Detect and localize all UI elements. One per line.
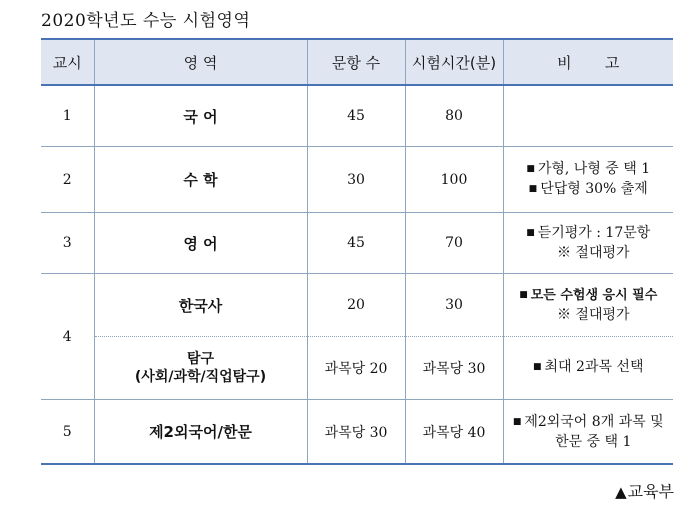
source-credit: [615, 479, 674, 502]
exam-table: [41, 38, 673, 465]
cell-area: 제2외국어/한문: [94, 400, 307, 465]
table-row: [41, 147, 673, 213]
note-line: ■ 듣기평가 : 17문항: [526, 225, 651, 241]
bullet-icon: ■: [526, 163, 535, 174]
bullet-icon: ■: [533, 362, 542, 372]
cell-area: 한국사: [94, 274, 307, 337]
header-notes: 비 고: [503, 39, 673, 85]
triangle-up-icon: ▲: [615, 483, 627, 501]
cell-notes: [503, 147, 673, 213]
cell-notes: [503, 337, 673, 400]
cell-items: 20: [307, 274, 405, 337]
cell-time: 30: [405, 274, 503, 337]
note-continuation: 한문 중 택 1: [555, 433, 632, 450]
cell-time: 100: [405, 147, 503, 213]
cell-time: 과목당 30: [405, 337, 503, 400]
cell-items: 과목당 20: [307, 337, 405, 400]
cell-notes: [503, 213, 673, 274]
cell-period: 4: [41, 274, 94, 400]
cell-period: 1: [41, 85, 94, 147]
cell-period: 2: [41, 147, 94, 213]
header-period: 교시: [41, 39, 94, 85]
cell-notes: [503, 274, 673, 337]
cell-area: [94, 337, 307, 400]
source-label: 교육부: [627, 482, 674, 501]
header-area: 영 역: [94, 39, 307, 85]
table-row: [41, 400, 673, 465]
cell-items: 45: [307, 213, 405, 274]
table-row: [41, 213, 673, 274]
cell-period: 3: [41, 213, 94, 274]
cell-items: 30: [307, 147, 405, 213]
table-header-row: [41, 39, 673, 85]
bullet-icon: ■: [526, 228, 535, 238]
table-row: [41, 274, 673, 337]
note-reference: ※ 절대평가: [556, 306, 630, 323]
note-reference: ※ 절대평가: [556, 245, 630, 261]
cell-notes: [503, 400, 673, 465]
table-row: [41, 85, 673, 147]
cell-notes: [503, 85, 673, 147]
note-line: ■ 모든 수험생 응시 필수: [519, 287, 658, 303]
header-time: 시험시간(분): [405, 39, 503, 85]
bullet-icon: ■: [528, 183, 538, 194]
cell-area: 수 학: [94, 147, 307, 213]
cell-period: 5: [41, 400, 94, 465]
area-detail: (사회/과학/직업탐구): [134, 369, 267, 385]
note-line: ■ 가형, 나형 중 택 1: [526, 160, 651, 177]
cell-items: 45: [307, 85, 405, 147]
document-title: 2020학년도 수능 시험영역: [41, 11, 251, 31]
cell-area: 국 어: [94, 85, 307, 147]
cell-time: 과목당 40: [405, 400, 503, 465]
note-line: ■ 최대 2과목 선택: [533, 359, 644, 375]
note-line: ■ 제2외국어 8개 과목 및: [512, 413, 664, 430]
bullet-icon: ■: [519, 289, 528, 300]
area-name: 탐구: [186, 351, 215, 367]
bullet-icon: ■: [512, 416, 522, 427]
note-line: ■ 단답형 30% 출제: [528, 180, 648, 197]
cell-area: 영 어: [94, 213, 307, 274]
table-row: [41, 337, 673, 400]
cell-time: 70: [405, 213, 503, 274]
cell-time: 80: [405, 85, 503, 147]
header-items: 문항 수: [307, 39, 405, 85]
cell-items: 과목당 30: [307, 400, 405, 465]
